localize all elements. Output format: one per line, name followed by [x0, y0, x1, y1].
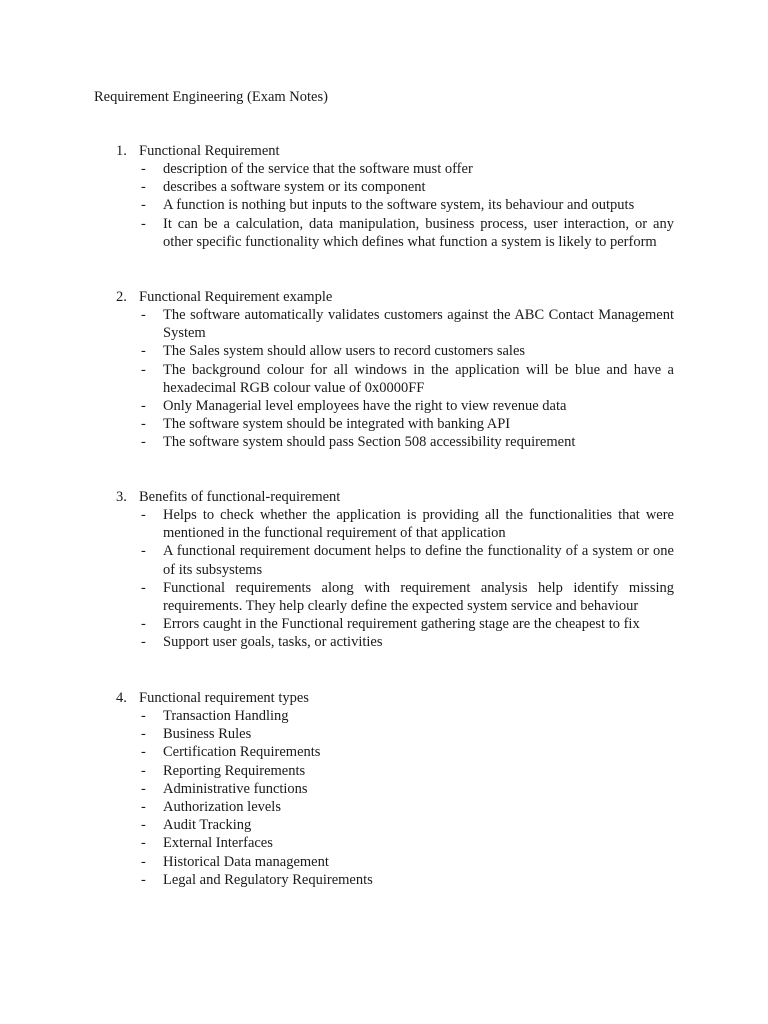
list-item	[0, 342, 674, 360]
list-item	[0, 798, 674, 816]
list-item	[0, 834, 674, 852]
list-item-text: External Interfaces	[163, 835, 273, 852]
bullet-dash: -	[141, 361, 146, 378]
section-title: Functional Requirement	[139, 143, 280, 159]
list-item	[0, 615, 674, 633]
list-item-text: description of the service that the software must offer	[163, 161, 473, 177]
bullet-dash: -	[141, 744, 146, 761]
section-heading	[0, 288, 768, 306]
list-item-text: Transaction Handling	[163, 708, 289, 724]
bullet-dash: -	[141, 197, 146, 214]
list-item-text: The software system should be integrated with banking API	[163, 416, 511, 433]
list-item	[0, 397, 674, 415]
list-item-text: A function is nothing but inputs to the software system, its behaviour and outputs	[163, 197, 635, 214]
bullet-dash: -	[141, 434, 146, 451]
bullet-dash: -	[141, 215, 146, 232]
list-item-text: Historical Data management	[163, 853, 329, 870]
bullet-dash: -	[141, 634, 146, 651]
section-number: 2.	[116, 289, 127, 305]
bullet-dash: -	[141, 507, 146, 523]
bullet-dash: -	[141, 543, 146, 560]
section-number: 3.	[116, 489, 127, 505]
section-functional-requirement-types	[0, 689, 768, 889]
bullet-dash: -	[141, 817, 146, 834]
list-item	[0, 160, 674, 178]
section-heading	[0, 689, 768, 707]
bullet-dash: -	[141, 343, 146, 360]
bullet-dash: -	[141, 616, 146, 633]
bullet-dash: -	[141, 780, 146, 797]
bullet-dash: -	[141, 835, 146, 852]
bullet-dash: -	[141, 708, 146, 724]
list-item-text: It can be a calculation, data manipulation, business process, user interaction, or any other specific functionality which defines what function a system is likely to perform	[163, 215, 674, 250]
bullet-list	[0, 160, 768, 251]
bullet-list	[0, 506, 768, 652]
list-item	[0, 707, 674, 725]
bullet-dash: -	[141, 871, 146, 888]
list-item-text: Reporting Requirements	[163, 762, 306, 779]
bullet-dash: -	[141, 307, 146, 323]
list-item	[0, 215, 674, 251]
list-item	[0, 871, 674, 889]
page-title: Requirement Engineering (Exam Notes)	[94, 89, 328, 105]
list-item-text: Helps to check whether the application is providing all the functionalities that were mentioned in the functional requirement of that application	[163, 507, 674, 542]
bullet-dash: -	[141, 398, 146, 415]
section-benefits-of-functional-requirement	[0, 488, 768, 652]
list-item-text: Support user goals, tasks, or activities	[163, 634, 383, 651]
list-item-text: Errors caught in the Functional requirement gathering stage are the cheapest to fix	[163, 616, 640, 633]
section-functional-requirement-example	[0, 288, 768, 452]
section-title: Benefits of functional-requirement	[139, 489, 341, 505]
bullet-dash: -	[141, 161, 146, 177]
list-item-text: Functional requirements along with requirement analysis help identify missing requirements. They help clearly define the expected system service and behaviour	[163, 579, 674, 615]
list-item-text: The software automatically validates customers against the ABC Contact Management System	[163, 307, 674, 342]
bullet-dash: -	[141, 799, 146, 816]
list-item-text: Only Managerial level employees have the right to view revenue data	[163, 398, 567, 415]
list-item	[0, 633, 674, 651]
bullet-dash: -	[141, 579, 146, 596]
list-item-text: The Sales system should allow users to record customers sales	[163, 343, 526, 360]
list-item	[0, 506, 674, 542]
list-item	[0, 725, 674, 743]
list-item-text: The background colour for all windows in the application will be blue and have a hexadecimal RGB colour value of 0x0000FF	[163, 361, 674, 396]
list-item-text: Certification Requirements	[163, 744, 321, 761]
list-item-text: describes a software system or its component	[163, 179, 426, 196]
list-item	[0, 542, 674, 578]
bullet-dash: -	[141, 416, 146, 433]
list-item	[0, 306, 674, 342]
list-item	[0, 762, 674, 780]
bullet-dash: -	[141, 726, 146, 743]
list-item-text: Business Rules	[163, 726, 252, 743]
list-item	[0, 780, 674, 798]
list-item	[0, 853, 674, 871]
section-number: 4.	[116, 690, 127, 706]
list-item	[0, 433, 674, 451]
list-item	[0, 178, 674, 196]
list-item-text: The software system should pass Section 508 accessibility requirement	[163, 434, 576, 451]
section-heading	[0, 142, 768, 160]
bullet-list	[0, 306, 768, 452]
list-item	[0, 743, 674, 761]
list-item	[0, 361, 674, 397]
list-item	[0, 196, 674, 214]
list-item-text: Legal and Regulatory Requirements	[163, 871, 373, 888]
section-functional-requirement	[0, 142, 768, 251]
bullet-dash: -	[141, 853, 146, 870]
list-item	[0, 579, 674, 615]
bullet-dash: -	[141, 762, 146, 779]
bullet-list	[0, 707, 768, 889]
list-item	[0, 816, 674, 834]
section-title: Functional requirement types	[139, 690, 309, 706]
list-item-text: Authorization levels	[163, 799, 281, 816]
list-item-text: Audit Tracking	[163, 817, 252, 834]
bullet-dash: -	[141, 179, 146, 196]
list-item-text: A functional requirement document helps to define the functionality of a system or one of its subsystems	[163, 543, 674, 578]
list-item-text: Administrative functions	[163, 780, 308, 797]
section-title: Functional Requirement example	[139, 289, 333, 305]
list-item	[0, 415, 674, 433]
section-heading	[0, 488, 768, 506]
section-number: 1.	[116, 143, 127, 159]
